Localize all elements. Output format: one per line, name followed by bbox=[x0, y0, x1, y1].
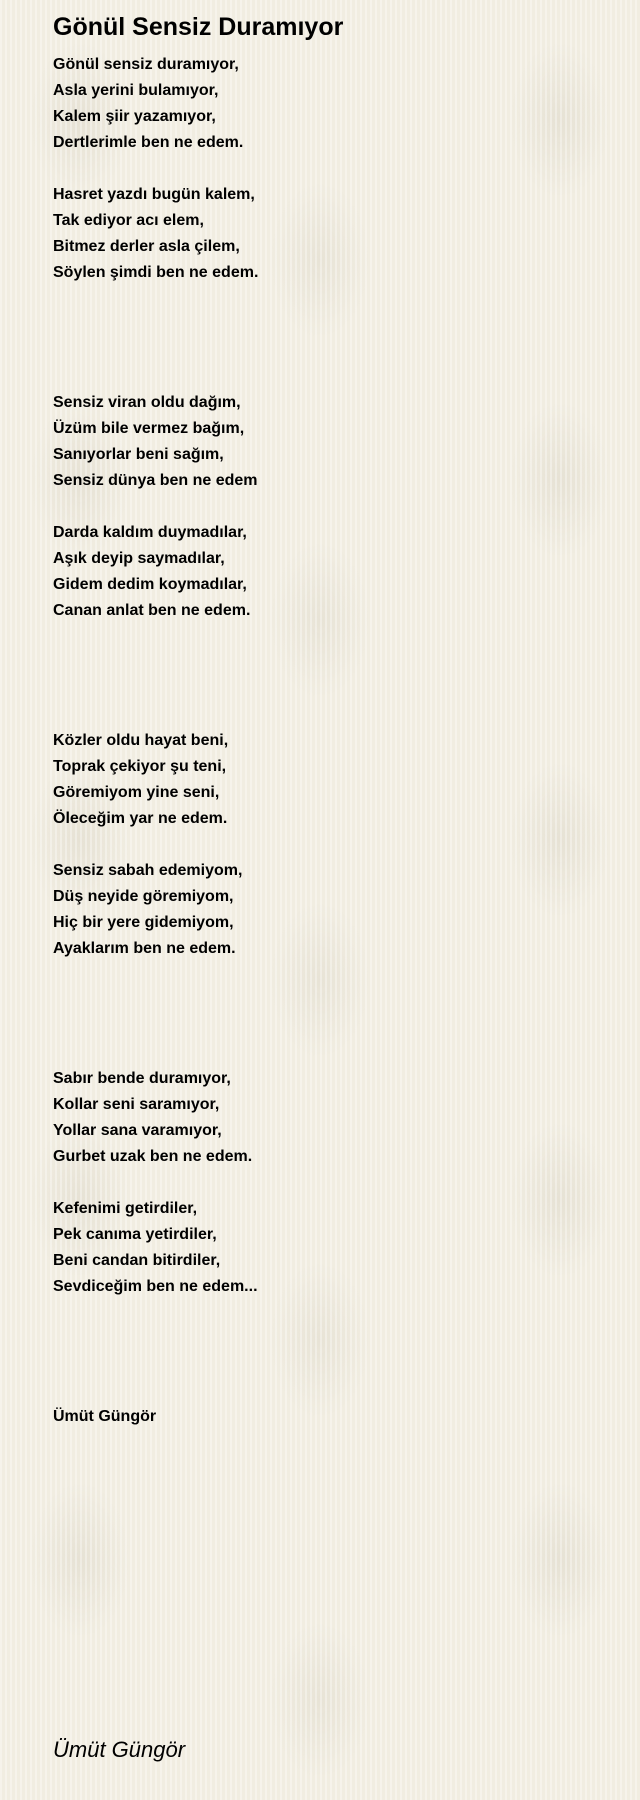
verse-line: Tak ediyor acı elem, bbox=[53, 212, 204, 229]
verse-line: Gidem dedim koymadılar, bbox=[53, 576, 247, 593]
verse-line: Söylen şimdi ben ne edem. bbox=[53, 264, 259, 281]
verse-line: Yollar sana varamıyor, bbox=[53, 1122, 222, 1139]
verse-line: Kollar seni saramıyor, bbox=[53, 1096, 220, 1113]
stanza-spacer bbox=[53, 494, 258, 520]
verse-line: Üzüm bile vermez bağım, bbox=[53, 420, 245, 437]
stanza bbox=[53, 858, 258, 962]
verse-line: Gurbet uzak ben ne edem. bbox=[53, 1148, 253, 1165]
verse-line: Kefenimi getirdiler, bbox=[53, 1200, 198, 1217]
poem-section bbox=[53, 52, 258, 286]
stanza-spacer bbox=[53, 156, 258, 182]
section-spacer bbox=[53, 624, 258, 728]
verse-line: Öleceğim yar ne edem. bbox=[53, 810, 228, 827]
verse-line: Aşık deyip saymadılar, bbox=[53, 550, 225, 567]
section-spacer bbox=[53, 1300, 258, 1404]
poem-section bbox=[53, 1066, 258, 1300]
verse-line: Sensiz viran oldu dağım, bbox=[53, 394, 241, 411]
section-spacer bbox=[53, 286, 258, 390]
stanza bbox=[53, 1066, 258, 1170]
verse-line: Sanıyorlar beni sağım, bbox=[53, 446, 224, 463]
author-signature: Ümüt Güngör bbox=[53, 1737, 186, 1762]
section-spacer bbox=[53, 962, 258, 1066]
stanza bbox=[53, 52, 258, 156]
stanza bbox=[53, 728, 258, 832]
verse-line: Gönül sensiz duramıyor, bbox=[53, 56, 239, 73]
verse-line: Sensiz dünya ben ne edem bbox=[53, 472, 258, 489]
verse-line: Kalem şiir yazamıyor, bbox=[53, 108, 216, 125]
verse-line: Ayaklarım ben ne edem. bbox=[53, 940, 236, 957]
verse-line: Darda kaldım duymadılar, bbox=[53, 524, 247, 541]
stanza bbox=[53, 520, 258, 624]
stanza-spacer bbox=[53, 1170, 258, 1196]
verse-line: Dertlerimle ben ne edem. bbox=[53, 134, 244, 151]
verse-line: Sevdiceğim ben ne edem... bbox=[53, 1278, 258, 1295]
poem-title: Gönül Sensiz Duramıyor bbox=[53, 13, 344, 41]
verse-line: Toprak çekiyor şu teni, bbox=[53, 758, 227, 775]
stanza bbox=[53, 390, 258, 494]
verse-line: Sensiz sabah edemiyom, bbox=[53, 862, 243, 879]
stanza bbox=[53, 182, 258, 286]
verse-line: Düş neyide göremiyom, bbox=[53, 888, 234, 905]
verse-line: Pek canıma yetirdiler, bbox=[53, 1226, 217, 1243]
stanza bbox=[53, 1196, 258, 1300]
verse-line: Göremiyom yine seni, bbox=[53, 784, 220, 801]
verse-line: Közler oldu hayat beni, bbox=[53, 732, 229, 749]
verse-line: Canan anlat ben ne edem. bbox=[53, 602, 251, 619]
poem-author: Ümüt Güngör bbox=[53, 1408, 157, 1425]
verse-line: Hiç bir yere gidemiyom, bbox=[53, 914, 234, 931]
verse-line: Beni candan bitirdiler, bbox=[53, 1252, 221, 1269]
verse-line: Sabır bende duramıyor, bbox=[53, 1070, 231, 1087]
verse-line: Asla yerini bulamıyor, bbox=[53, 82, 219, 99]
verse-line: Bitmez derler asla çilem, bbox=[53, 238, 240, 255]
poem-body bbox=[53, 52, 258, 1430]
poem-section bbox=[53, 728, 258, 962]
verse-line: Hasret yazdı bugün kalem, bbox=[53, 186, 255, 203]
stanza-spacer bbox=[53, 832, 258, 858]
poem-section bbox=[53, 390, 258, 624]
